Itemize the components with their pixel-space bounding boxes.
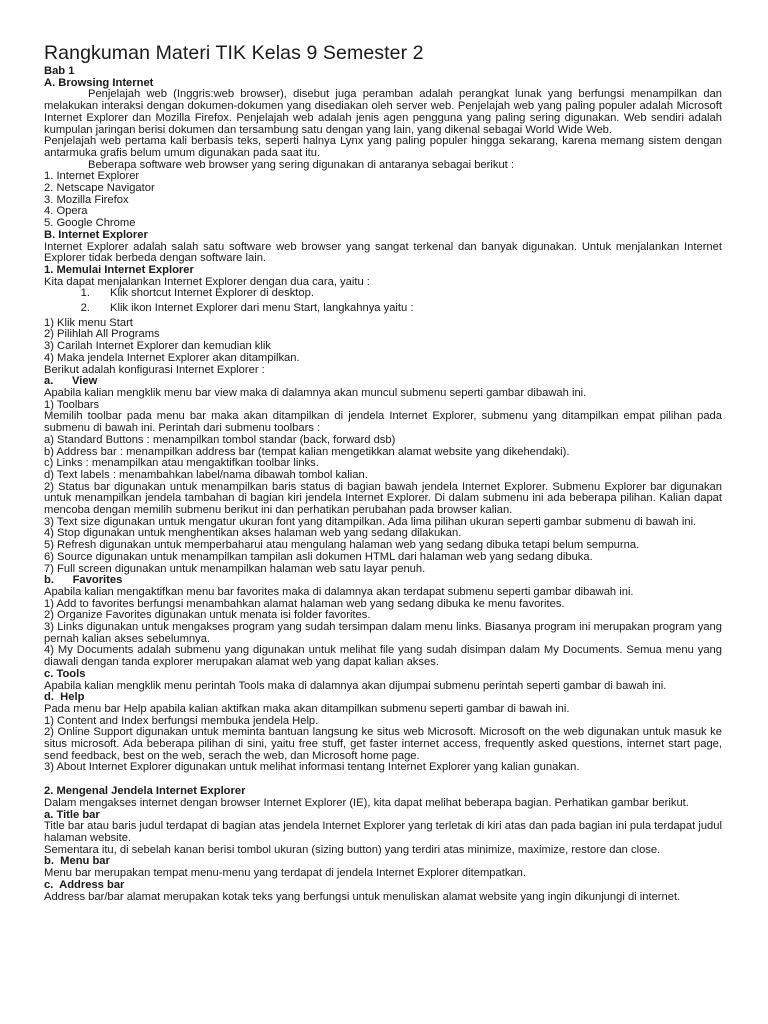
- list-item: 2) Pilihlah All Programs: [44, 328, 160, 341]
- paragraph: 4) My Documents adalah submenu yang digunakan untuk melihat file yang sudah disimpan dalam My Documents. Semua menu yang diawali dengan tanda explorer merupakan alamat web yang dapat kalian akses.: [44, 644, 722, 669]
- paragraph: Penjelajah web pertama kali berbasis teks, seperti halnya Lynx yang paling populer hingga sekarang, karena memang sistem dengan antarmuka grafis belum umum digunakan pada saat itu.: [44, 135, 722, 159]
- subsection-heading: a. Title bar: [44, 808, 100, 821]
- subsection-heading: d. Help: [44, 691, 85, 704]
- paragraph: Internet Explorer adalah salah satu software web browser yang sangat terkenal dan banyak digunakan. Untuk menjalankan Internet Explorer tidak berbeda dengan software lain.: [44, 240, 722, 265]
- list-item: c) Links : menampilkan atau mengaktifkan toolbar links.: [44, 457, 319, 470]
- paragraph: 3) Text size digunakan untuk mengatur ukuran font yang ditampilkan. Ada lima pilihan ukuran seperti gambar submenu di bawah ini.: [44, 515, 697, 528]
- list-item: [44, 288, 722, 300]
- list-number: 2.: [80, 302, 90, 315]
- list-item: 3) Carilah Internet Explorer dan kemudian klik: [44, 340, 271, 353]
- section-heading-ie: B. Internet Explorer: [44, 228, 148, 241]
- list-item: 5. Google Chrome: [44, 217, 136, 230]
- list-item: 4) Stop digunakan untuk menghentikan akses halaman web yang sedang dilakukan.: [44, 527, 462, 540]
- list-item: b) Address bar : menampilkan address bar (tempat kalian mengetikkan alamat website yang dikehendaki).: [44, 445, 570, 458]
- list-item: 3. Mozilla Firefox: [44, 193, 129, 206]
- paragraph: Memilih toolbar pada menu bar maka akan ditampilkan di jendela Internet Explorer, submenu yang ditampilkan empat pilihan pada submenu di bawah ini. Perintah dari submenu toolbars :: [44, 410, 722, 435]
- list-item: a) Standard Buttons : menampilkan tombol standar (back, forward dsb): [44, 433, 396, 446]
- paragraph: Apabila kalian mengklik menu perintah Tools maka di dalamnya akan dijumpai submenu perintah seperti gambar di bawah ini.: [44, 679, 667, 692]
- paragraph: Sementara itu, di sebelah kanan berisi tombol ukuran (sizing button) yang terdiri atas minimize, maximize, restore dan close.: [44, 843, 661, 856]
- paragraph: Apabila kalian mengklik menu bar view maka di dalamnya akan muncul submenu seperti gambar dibawah ini.: [44, 386, 587, 399]
- section-heading-browsing: A. Browsing Internet: [44, 76, 154, 89]
- list-text: Klik shortcut Internet Explorer di desktop.: [110, 287, 314, 300]
- list-text: Klik ikon Internet Explorer dari menu Start, langkahnya yaitu :: [110, 302, 414, 315]
- paragraph: Address bar/bar alamat merupakan kotak teks yang berfungsi untuk menuliskan alamat website yang ingin dikunjungi di internet.: [44, 890, 681, 903]
- list-item: [44, 303, 722, 315]
- document-title: Rangkuman Materi TIK Kelas 9 Semester 2: [44, 42, 424, 64]
- paragraph: Penjelajah web (Inggris:web browser), disebut juga peramban adalah perangkat lunak yang berfungsi menampilkan dan melakukan interaksi dengan dokumen-dokumen yang disediakan oleh server web. Penjelajah web yang paling populer adalah Microsoft Internet Explorer dan Mozilla Firefox. Penjelajah web adalah jenis agen pengguna yang paling sering digunakan. Web sendiri adalah kumpulan jaringan berisi dokumen dan tersambung satu dengan yang lain, yang dikenal sebagai World Wide Web.: [44, 88, 722, 136]
- list-item: 4) Maka jendela Internet Explorer akan ditampilkan.: [44, 351, 300, 364]
- subsection-heading: 2. Mengenal Jendela Internet Explorer: [44, 785, 246, 798]
- list-item: 7) Full screen digunakan untuk menampilkan halaman web satu layar penuh.: [44, 562, 426, 575]
- paragraph: Dalam mengakses internet dengan browser Internet Explorer (IE), kita dapat melihat beberapa bagian. Perhatikan gambar berikut.: [44, 796, 689, 809]
- subsection-heading: 1. Memulai Internet Explorer: [44, 263, 194, 276]
- list-item: 1. Internet Explorer: [44, 170, 140, 183]
- paragraph: Beberapa software web browser yang sering digunakan di antaranya sebagai berikut :: [88, 158, 515, 171]
- paragraph: 2) Online Support digunakan untuk meminta bantuan langsung ke situs web Microsoft. Microsoft on the web digunakan untuk masuk ke situs microsoft. Ada beberapa pilihan di sini, yaitu free stuff, get faster internet access, frequently asked questions, internet start page, send feedback, best on the web, serach the web, dan Microsoft home page.: [44, 726, 722, 762]
- subsection-heading: a. View: [44, 375, 98, 388]
- paragraph: 3) Links digunakan untuk mengakses program yang sudah tersimpan dalam menu links. Biasanya program ini merupakan program yang pernah kalian akses sebelumnya.: [44, 621, 722, 645]
- list-item: 4. Opera: [44, 205, 88, 218]
- list-item: 1) Toolbars: [44, 398, 100, 411]
- paragraph: Menu bar merupakan tempat menu-menu yang terdapat di jendela Internet Explorer ditempatkan.: [44, 867, 526, 880]
- list-item: d) Text labels : menambahkan label/nama dibawah tombol kalian.: [44, 468, 368, 481]
- paragraph: 2) Status bar digunakan untuk menampilkan baris status di bagian bawah jendela Internet Explorer. Submenu Explorer bar digunakan untuk menampilkan jendela tambahan di bagian kiri jendela Internet Explorer. Di dalam submenu ini ada beberapa pilihan. Kalian dapat mencoba dengan memilih submenu berikut ini dan perhatikan perubahan pada browser kalian.: [44, 480, 722, 517]
- paragraph: Kita dapat menjalankan Internet Explorer dengan dua cara, yaitu :: [44, 275, 370, 288]
- paragraph: Berikut adalah konfigurasi Internet Explorer :: [44, 363, 265, 376]
- list-item: 1) Add to favorites berfungsi menambahkan alamat halaman web yang sedang dibuka ke menu favorites.: [44, 597, 565, 610]
- subsection-heading: c. Tools: [44, 667, 86, 680]
- paragraph: Title bar atau baris judul terdapat di bagian atas jendela Internet Explorer yang terletak di kiri atas dan pada bagian ini pula terdapat judul halaman website.: [44, 820, 722, 844]
- list-item: 5) Refresh digunakan untuk memperbaharui atau mengulang halaman web yang sedang dibuka tetapi belum sempurna.: [44, 539, 640, 552]
- subsection-heading: b. Menu bar: [44, 855, 110, 868]
- list-item: 1) Klik menu Start: [44, 316, 133, 329]
- list-item: 2. Netscape Navigator: [44, 182, 155, 195]
- list-item: 1) Content and Index berfungsi membuka jendela Help.: [44, 714, 319, 727]
- subsection-heading: b. Favorites: [44, 574, 123, 587]
- document-page: [44, 41, 722, 903]
- list-item: 6) Source digunakan untuk menampilkan tampilan asli dokumen HTML dari halaman web yang sedang dibuka.: [44, 550, 593, 563]
- paragraph: Pada menu bar Help apabila kalian aktifkan maka akan ditampilkan submenu seperti gambar di bawah ini.: [44, 702, 570, 715]
- subsection-heading: c. Address bar: [44, 878, 125, 891]
- list-item: 3) About Internet Explorer digunakan untuk melihat informasi tentang Internet Explorer yang kalian gunakan.: [44, 761, 580, 774]
- paragraph: Apabila kalian mengaktifkan menu bar favorites maka di dalamnya akan terdapat submenu seperti gambar dibawah ini.: [44, 585, 634, 598]
- list-item: 2) Organize Favorites digunakan untuk menata isi folder favorites.: [44, 609, 371, 622]
- list-number: 1.: [80, 287, 90, 300]
- chapter-heading: Bab 1: [44, 65, 75, 77]
